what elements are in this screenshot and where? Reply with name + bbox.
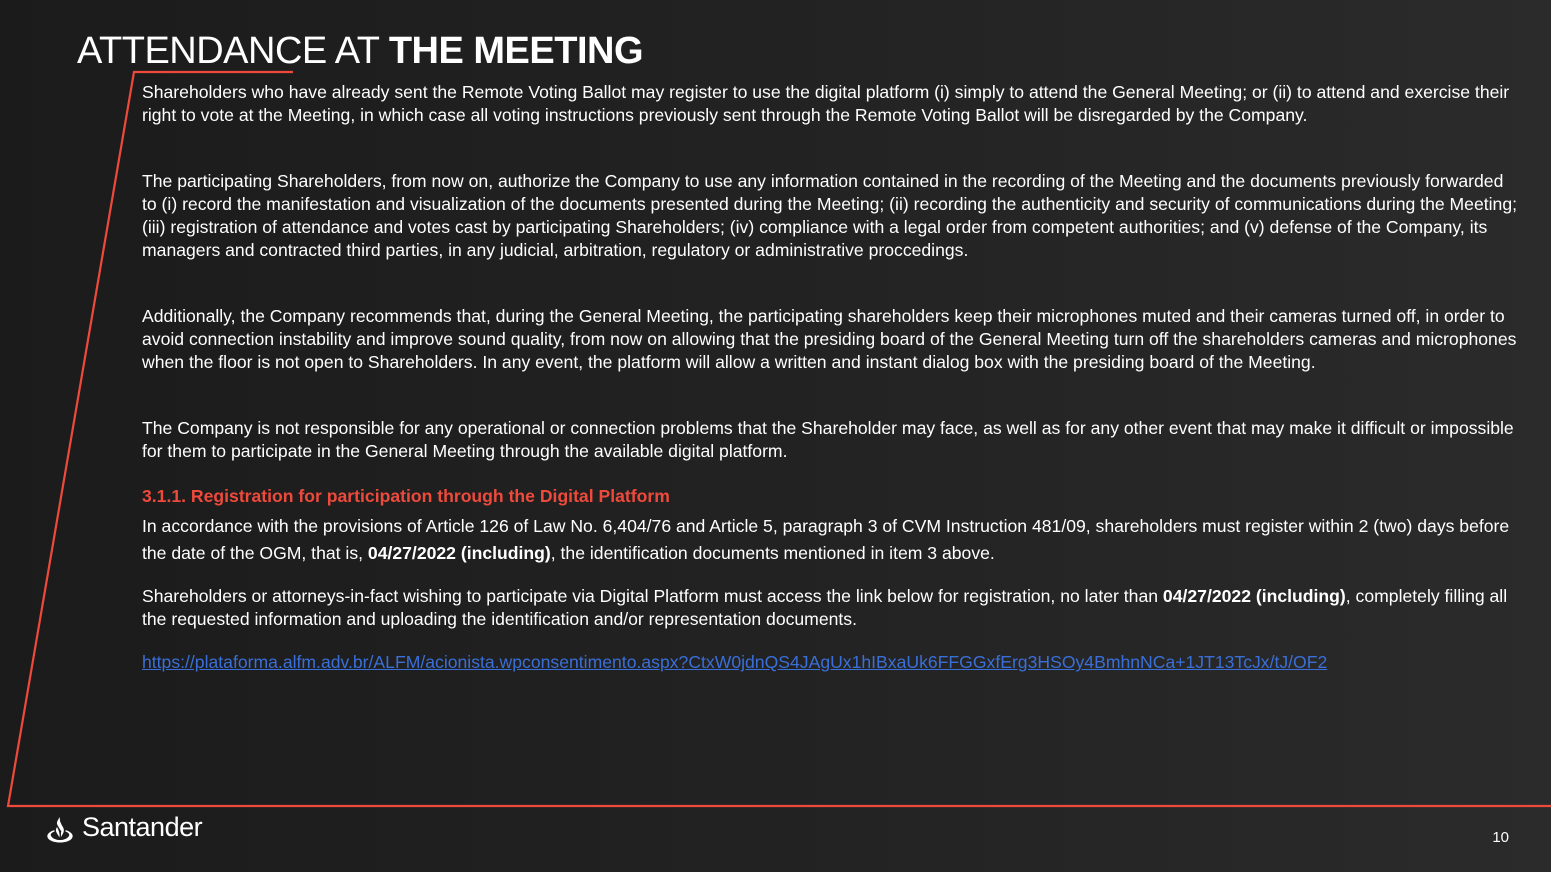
santander-logo	[44, 812, 202, 843]
paragraph-responsibility: The Company is not responsible for any operational or connection problems that the Shareholder may face, as well as for any other event that may make it difficult or impossible for them to participate in the General Meeting through the available digital platform.	[142, 417, 1514, 461]
paragraph-platform-access	[142, 585, 1520, 632]
paragraph-remote-voting: Shareholders who have already sent the Remote Voting Ballot may register to use the digital platform (i) simply to attend the General Meeting; or (ii) to attend and exercise their right to vote at the Meeting, in which case all voting instructions previously sent through the Remote Voting Ballot will be disregarded by the Company.	[142, 82, 1510, 126]
flame-icon	[44, 813, 76, 843]
title-light: ATTENDANCE AT	[77, 30, 389, 72]
p5-end: , the identification documents mentioned in item 3 above.	[550, 542, 995, 563]
p5-start: In accordance with the provisions of Article 126 of Law No. 6,404/76 and Article 5, paragraph 3 of CVM Instruction 481/09, shareholders must register within 2 (two) days before the date of the OGM, that is,	[142, 515, 1510, 563]
p6-end: , completely filling all the requested information and uploading the identification and/or representation documents.	[142, 585, 1508, 629]
paragraph-recommendations: Additionally, the Company recommends that, during the General Meeting, the participating shareholders keep their microphones muted and their cameras turned off, in order to avoid connection instability and improve sound quality, from now on allowing that the presiding board of the General Meeting turn off the shareholders cameras and microphones when the floor is not open to Shareholders. In any event, the platform will allow a written and instant dialog box with the presiding board of the Meeting.	[142, 305, 1517, 373]
page-number: 10	[1492, 829, 1509, 846]
paragraph-authorization: The participating Shareholders, from now on, authorize the Company to use any information contained in the recording of the Meeting and the documents previously forwarded to (i) record the manifestation and visualization of the documents presented during the Meeting; (ii) recording the authenticity and security of communications during the Meeting; (iii) registration of attendance and votes cast by participating Shareholders; (iv) compliance with a legal order from competent authorities; and (v) defense of the Company, its managers and contracted third parties, in any judicial, arbitration, regulatory or administrative proccedings.	[142, 170, 1518, 261]
p6-start: Shareholders or attorneys-in-fact wishing to participate via Digital Platform must access the link below for registration, no later than	[142, 585, 1163, 606]
brand-name: Santander	[82, 812, 203, 842]
section-heading: 3.1.1. Registration for participation through the Digital Platform	[142, 486, 670, 507]
p5-date: 04/27/2022 (including)	[367, 542, 551, 563]
title-bold: THE MEETING	[388, 30, 644, 72]
p6-date: 04/27/2022 (including)	[1162, 585, 1346, 606]
page-title	[77, 28, 643, 74]
paragraph-registration-deadline	[142, 513, 1520, 567]
registration-link[interactable]: https://plataforma.alfm.adv.br/ALFM/acionista.wpconsentimento.aspx?CtxW0jdnQS4JAgUx1hIBxaUk6FFGGxfErg3HSOy4BmhnNCa+1JT13TcJx/tJ/OF2	[142, 652, 1328, 673]
content-area	[142, 81, 1520, 674]
